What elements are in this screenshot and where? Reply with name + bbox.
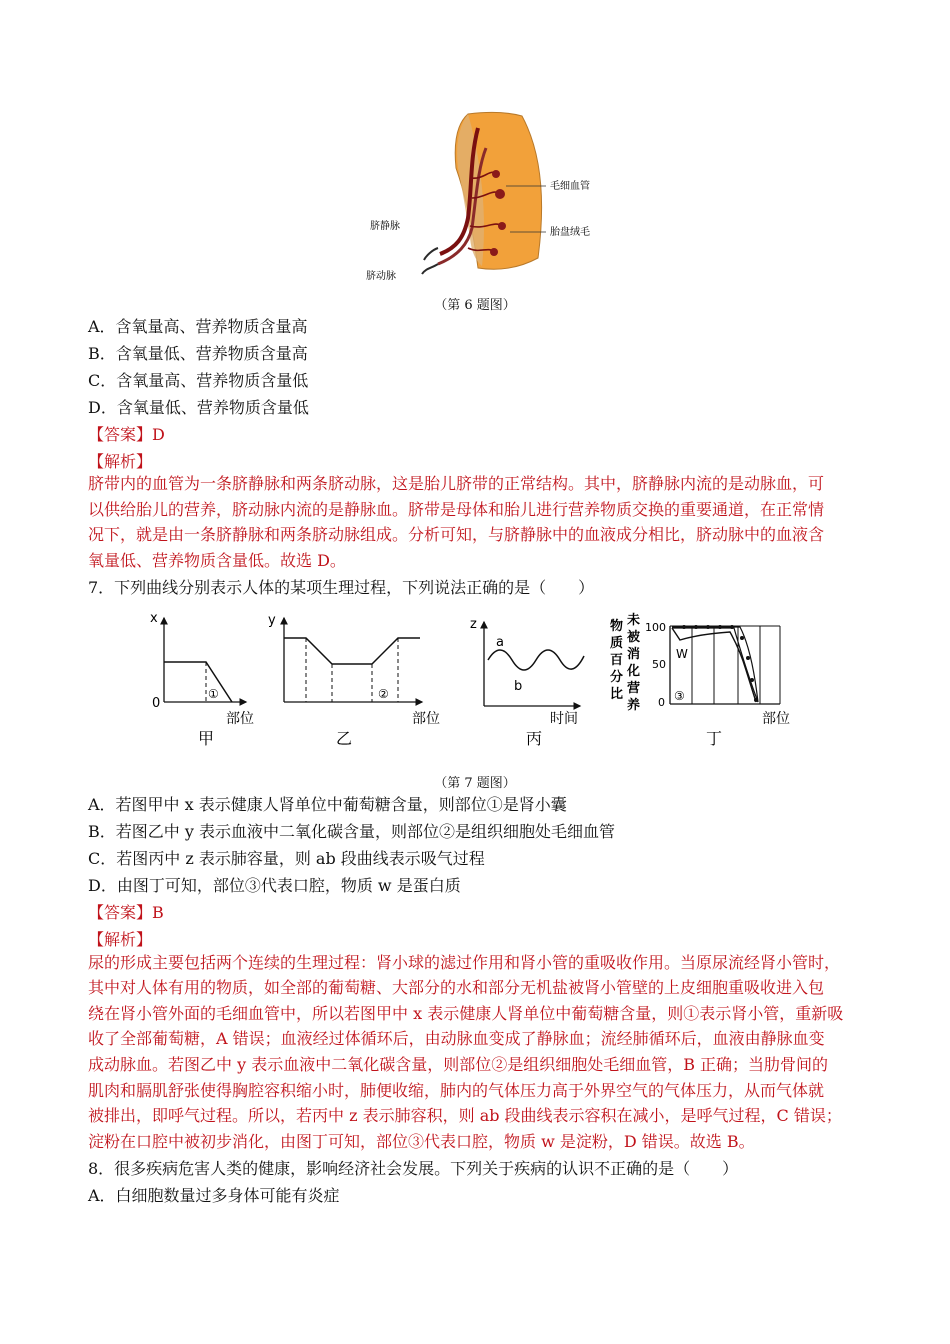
- ding-ylabel-right-char: 未: [627, 613, 641, 628]
- q7-analysis-line: 被排出，即呼气过程。所以，若丙中 z 表示肺容积，则 ab 段曲线表示容积在减小，是呼气过程，C 错误；: [88, 1106, 842, 1125]
- yi-name: 乙: [336, 729, 353, 748]
- q7-option-a: A．若图甲中 x 表示健康人肾单位中葡萄糖含量，则部位①是肾小囊: [88, 795, 567, 814]
- bing-ylabel: z: [470, 617, 477, 632]
- q6-answer: 【答案】D: [88, 425, 165, 444]
- bing-point-b: b: [514, 679, 523, 694]
- label-capillary: 毛细血管: [550, 181, 590, 192]
- ding-w: W: [676, 647, 688, 661]
- ding-mark: ③: [674, 689, 685, 703]
- q6-analysis-label: 【解析】: [88, 452, 153, 471]
- ding-name: 丁: [706, 729, 723, 748]
- q6-analysis-line: 以供给胎儿的营养，脐动脉内流的是静脉血。脐带是母体和胎儿进行营养物质交换的重要通道，在正常情: [88, 500, 825, 519]
- ding-tick-0: 0: [658, 696, 665, 709]
- q6-analysis-line: 况下，就是由一条脐静脉和两条脐动脉组成。分析可知，与脐静脉中的血液成分相比，脐动脉中的血液含: [88, 525, 825, 544]
- ding-ylabel-right-char: 营: [627, 681, 641, 696]
- graph-bing: [470, 617, 584, 748]
- ding-ylabel-right-char: 消: [627, 647, 641, 662]
- jia-origin: 0: [152, 696, 161, 711]
- ding-tick-100: 100: [645, 621, 666, 634]
- jia-ylabel: x: [150, 611, 158, 626]
- q7-answer: 【答案】B: [88, 903, 164, 922]
- q7-analysis-line: 其中对人体有用的物质，如全部的葡萄糖、大部分的水和部分无机盐被肾小管壁的上皮细胞重吸收进入包: [88, 978, 825, 997]
- graph-ding: [610, 612, 790, 748]
- jia-name: 甲: [198, 729, 215, 748]
- q7-analysis-line: 肌肉和膈肌舒张使得胸腔容积缩小时，肺便收缩，肺内的气体压力高于外界空气的气体压力，从而气体就: [88, 1081, 825, 1100]
- ding-ylabel-left-char: 物: [610, 619, 624, 634]
- ding-xlabel: 部位: [762, 711, 790, 727]
- bing-xlabel: 时间: [550, 711, 578, 727]
- q7-analysis-line: 尿的形成主要包括两个连续的生理过程：肾小球的滤过作用和肾小管的重吸收作用。当原尿流经肾小管时，: [88, 953, 841, 972]
- q7-stem: 7．下列曲线分别表示人体的某项生理过程，下列说法正确的是（ ）: [88, 578, 595, 597]
- bing-point-a: a: [496, 635, 504, 650]
- yi-ylabel: y: [268, 613, 276, 628]
- figure-6-caption: （第 6 题图）: [434, 298, 516, 313]
- figure-7-caption: （第 7 题图）: [434, 776, 516, 791]
- jia-mark: ①: [208, 687, 219, 701]
- q7-analysis-line: 淀粉在口腔中被初步消化，由图丁可知，部位③代表口腔，物质 w 是淀粉，D 错误。故选 B。: [88, 1132, 755, 1151]
- q6-analysis-line: 脐带内的血管为一条脐静脉和两条脐动脉，这是胎儿脐带的正常结构。其中，脐静脉内流的是动脉血，可: [88, 474, 825, 493]
- q7-option-d: D．由图丁可知，部位③代表口腔，物质 w 是蛋白质: [88, 876, 461, 895]
- ding-tick-50: 50: [652, 658, 666, 671]
- q7-analysis-line: 绕在肾小管外面的毛细血管中，所以若图甲中 x 表示健康人肾单位中葡萄糖含量，则①表示肾小管，重新吸: [88, 1004, 844, 1023]
- placenta-figure: [360, 108, 610, 283]
- q8-option-a: A．白细胞数量过多身体可能有炎症: [88, 1186, 340, 1205]
- ding-ylabel-right-char: 化: [627, 664, 641, 679]
- ding-ylabel-left-char: 分: [610, 670, 624, 685]
- q6-option-b: B．含氧量低、营养物质含量高: [88, 344, 308, 363]
- ding-ylabel-right-char: 被: [627, 630, 641, 645]
- q7-analysis-line: 收了全部葡萄糖，A 错误；血液经过体循环后，由动脉血变成了静脉血；流经肺循环后，血液由静脉血变: [88, 1029, 825, 1048]
- q6-option-d: D．含氧量低、营养物质含量低: [88, 398, 309, 417]
- q7-figure: [140, 610, 820, 755]
- jia-xlabel: 部位: [226, 711, 254, 727]
- q6-option-c: C．含氧量高、营养物质含量低: [88, 371, 309, 390]
- label-umbilical-artery: 脐动脉: [366, 271, 396, 282]
- q8-stem: 8．很多疾病危害人类的健康，影响经济社会发展。下列关于疾病的认识不正确的是（ ）: [88, 1159, 739, 1178]
- q7-analysis-label: 【解析】: [88, 930, 153, 949]
- graph-jia: [150, 611, 254, 748]
- q7-option-b: B．若图乙中 y 表示血液中二氧化碳含量，则部位②是组织细胞处毛细血管: [88, 822, 615, 841]
- ding-ylabel-left-char: 质: [610, 636, 624, 651]
- graph-yi: [268, 613, 440, 748]
- label-villi: 胎盘绒毛: [550, 227, 590, 238]
- q7-option-c: C．若图丙中 z 表示肺容量，则 ab 段曲线表示吸气过程: [88, 849, 485, 868]
- label-umbilical-vein: 脐静脉: [370, 221, 400, 232]
- ding-ylabel-left-char: 百: [610, 653, 624, 668]
- q6-option-a: A．含氧量高、营养物质含量高: [88, 317, 308, 336]
- ding-ylabel-left-char: 比: [610, 687, 624, 702]
- bing-name: 丙: [526, 729, 543, 748]
- q7-analysis-line: 成动脉血。若图乙中 y 表示血液中二氧化碳含量，则部位②是组织细胞处毛细血管，B 正确；当肋骨间的: [88, 1055, 829, 1074]
- ding-ylabel-right-char: 养: [627, 698, 641, 713]
- yi-xlabel: 部位: [412, 711, 440, 727]
- q6-analysis-line: 氧量低、营养物质含量低。故选 D。: [88, 551, 346, 570]
- yi-mark: ②: [378, 687, 389, 701]
